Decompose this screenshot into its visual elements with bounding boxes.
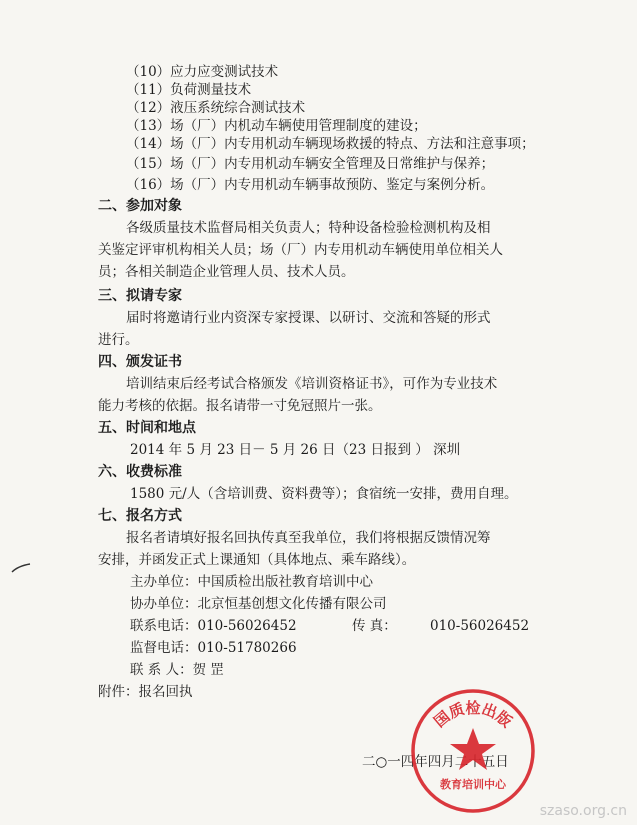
- paragraph-line: 员；各相关制造企业管理人员、技术人员。: [98, 264, 355, 280]
- paragraph-line: 届时将邀请行业内资深专家授课、以研讨、交流和答疑的形式: [126, 310, 491, 326]
- section-heading: 七、报名方式: [98, 508, 182, 524]
- list-item: （13）场（厂）内机动车辆使用管理制度的建设；: [126, 118, 427, 134]
- co-organizer: 协办单位：北京恒基创想文化传播有限公司: [130, 596, 387, 612]
- svg-text:国质检出版: [431, 699, 516, 731]
- fax-number: 010-56026452: [430, 618, 530, 634]
- section-heading: 五、时间和地点: [98, 420, 196, 436]
- contact-person: 联 系 人：贺 罡: [130, 662, 224, 678]
- contact-phone: 联系电话：010-56026452: [130, 618, 297, 634]
- list-item: （15）场（厂）内专用机动车辆安全管理及日常维护与保养；: [126, 156, 495, 172]
- list-item: （10）应力应变测试技术: [126, 64, 279, 80]
- paragraph-line: 报名者请填好报名回执传真至我单位，我们将根据反馈情况筹: [126, 530, 491, 546]
- document-date: 二○一四年四月二十五日: [362, 754, 509, 770]
- list-item: （16）场（厂）内专用机动车辆事故预防、鉴定与案例分析。: [126, 177, 495, 193]
- paragraph-line: 能力考核的依据。报名请带一寸免冠照片一张。: [98, 398, 382, 414]
- paragraph-line: 1580 元/人（含培训费、资料费等）；食宿统一安排，费用自理。: [130, 486, 518, 502]
- official-seal-icon: [408, 686, 538, 816]
- supervise-phone: 监督电话：010-51780266: [130, 640, 297, 656]
- organizer: 主办单位：中国质检出版社教育培训中心: [130, 574, 373, 590]
- paragraph-line: 关鉴定评审机构相关人员；场（厂）内专用机动车辆使用单位相关人: [98, 242, 503, 258]
- section-heading: 二、参加对象: [98, 198, 182, 214]
- list-item: （14）场（厂）内专用机动车辆现场救援的特点、方法和注意事项；: [126, 136, 535, 152]
- section-heading: 六、收费标准: [98, 464, 182, 480]
- attachment: 附件：报名回执: [98, 684, 193, 700]
- fax-label: 传 真：: [352, 618, 397, 634]
- paragraph-line: 进行。: [98, 332, 139, 348]
- paragraph-line: 各级质量技术监督局相关负责人；特种设备检验检测机构及相: [126, 220, 491, 236]
- paragraph-line: 安排，并函发正式上课通知（具体地点、乘车路线）。: [98, 552, 416, 568]
- list-item: （11）负荷测量技术: [126, 82, 252, 98]
- section-heading: 三、拟请专家: [98, 288, 182, 304]
- section-heading: 四、颁发证书: [98, 354, 182, 370]
- list-item: （12）液压系统综合测试技术: [126, 100, 306, 116]
- seal-top-text: 国质检出版: [430, 699, 516, 731]
- paragraph-line: 2014 年 5 月 23 日－ 5 月 26 日（23 日报到 ） 深圳: [130, 442, 461, 458]
- pen-mark-icon: [10, 562, 32, 576]
- paragraph-line: 培训结束后经考试合格颁发《培训资格证书》，可作为专业技术: [126, 376, 498, 392]
- seal-bottom-text: 教育培训中心: [440, 778, 506, 791]
- watermark: szaso.org.cn: [539, 803, 627, 819]
